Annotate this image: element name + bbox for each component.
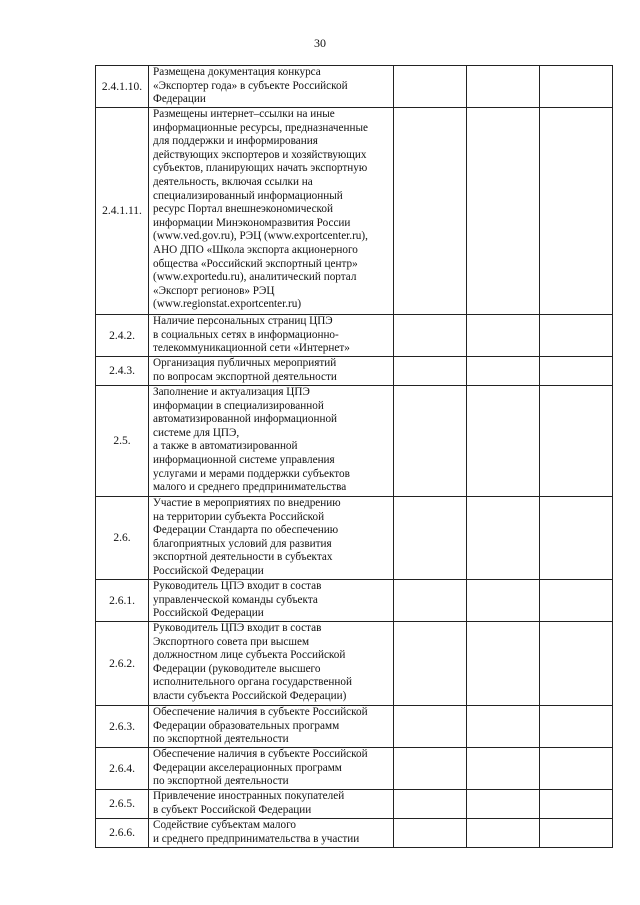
page-number: 30 <box>314 36 326 50</box>
empty-cell <box>467 706 540 748</box>
row-number: 2.5. <box>96 386 149 497</box>
empty-cell <box>467 580 540 622</box>
table-row <box>96 357 613 386</box>
empty-cell <box>467 108 540 315</box>
table-row <box>96 315 613 357</box>
table-row <box>96 706 613 748</box>
empty-cell <box>540 622 613 706</box>
row-description: Руководитель ЦПЭ входит в состав управленческой команды субъекта Российской Федерации <box>149 580 394 622</box>
empty-cell <box>467 622 540 706</box>
row-description: Организация публичных мероприятий по вопросам экспортной деятельности <box>149 357 394 386</box>
row-number: 2.6.1. <box>96 580 149 622</box>
row-description: Привлечение иностранных покупателей в субъект Российской Федерации <box>149 790 394 819</box>
checklist-table-body <box>96 66 613 848</box>
table-row <box>96 622 613 706</box>
row-number: 2.4.2. <box>96 315 149 357</box>
empty-cell <box>394 580 467 622</box>
row-description: Наличие персональных страниц ЦПЭ в социальных сетях в информационно- телекоммуникационной сети «Интернет» <box>149 315 394 357</box>
row-description: Размещена документация конкурса «Экспортер года» в субъекте Российской Федерации <box>149 66 394 108</box>
checklist-table <box>95 65 613 848</box>
empty-cell <box>394 706 467 748</box>
row-description: Руководитель ЦПЭ входит в состав Экспортного совета при высшем должностном лице субъекта Российской Федерации (руководителе высшего исполнительного органа государственной власти субъекта Российской Федерации) <box>149 622 394 706</box>
row-number: 2.6.4. <box>96 748 149 790</box>
empty-cell <box>467 66 540 108</box>
empty-cell <box>394 108 467 315</box>
row-description: Размещены интернет–ссылки на иные информационные ресурсы, предназначенные для поддержки и информирования действующих экспортеров и хозяйствующих субъектов, планирующих начать экспортную деятельность, включая ссылки на специализированный информационный ресурс Портал внешнеэкономической информации Минэкономразвития России (www.ved.gov.ru), РЭЦ (www.exportcenter.ru), АНО ДПО «Школа экспорта акционерного общества «Российский экспортный центр» (www.exportedu.ru), аналитический портал «Экспорт регионов» РЭЦ (www.regionstat.exportcenter.ru) <box>149 108 394 315</box>
row-number: 2.6.2. <box>96 622 149 706</box>
table-row <box>96 819 613 848</box>
row-number: 2.4.3. <box>96 357 149 386</box>
empty-cell <box>467 497 540 580</box>
empty-cell <box>467 357 540 386</box>
empty-cell <box>394 790 467 819</box>
empty-cell <box>540 66 613 108</box>
table-row <box>96 790 613 819</box>
empty-cell <box>394 315 467 357</box>
empty-cell <box>394 622 467 706</box>
table-row <box>96 497 613 580</box>
table-row <box>96 748 613 790</box>
empty-cell <box>540 706 613 748</box>
row-number: 2.6. <box>96 497 149 580</box>
row-number: 2.4.1.11. <box>96 108 149 315</box>
empty-cell <box>540 315 613 357</box>
empty-cell <box>467 748 540 790</box>
row-description: Обеспечение наличия в субъекте Российской Федерации акселерационных программ по экспортной деятельности <box>149 748 394 790</box>
row-number: 2.4.1.10. <box>96 66 149 108</box>
table-row <box>96 580 613 622</box>
empty-cell <box>467 386 540 497</box>
empty-cell <box>394 819 467 848</box>
empty-cell <box>540 748 613 790</box>
empty-cell <box>394 66 467 108</box>
empty-cell <box>540 580 613 622</box>
empty-cell <box>394 497 467 580</box>
empty-cell <box>467 790 540 819</box>
empty-cell <box>540 108 613 315</box>
row-description: Участие в мероприятиях по внедрению на территории субъекта Российской Федерации Стандарта по обеспечению благоприятных условий для развития экспортной деятельности в субъектах Российской Федерации <box>149 497 394 580</box>
empty-cell <box>394 748 467 790</box>
table-row <box>96 108 613 315</box>
table-row <box>96 386 613 497</box>
empty-cell <box>467 315 540 357</box>
empty-cell <box>540 497 613 580</box>
row-number: 2.6.3. <box>96 706 149 748</box>
empty-cell <box>467 819 540 848</box>
empty-cell <box>540 357 613 386</box>
empty-cell <box>540 790 613 819</box>
empty-cell <box>394 357 467 386</box>
empty-cell <box>540 819 613 848</box>
row-description: Заполнение и актуализация ЦПЭ информации в специализированной автоматизированной информационной системе для ЦПЭ, а также в автоматизированной информационной системе управления услугами и мерами поддержки субъектов малого и среднего предпринимательства <box>149 386 394 497</box>
empty-cell <box>540 386 613 497</box>
row-description: Обеспечение наличия в субъекте Российской Федерации образовательных программ по экспортной деятельности <box>149 706 394 748</box>
empty-cell <box>394 386 467 497</box>
row-number: 2.6.6. <box>96 819 149 848</box>
row-number: 2.6.5. <box>96 790 149 819</box>
table-row <box>96 66 613 108</box>
row-description: Содействие субъектам малого и среднего предпринимательства в участии <box>149 819 394 848</box>
